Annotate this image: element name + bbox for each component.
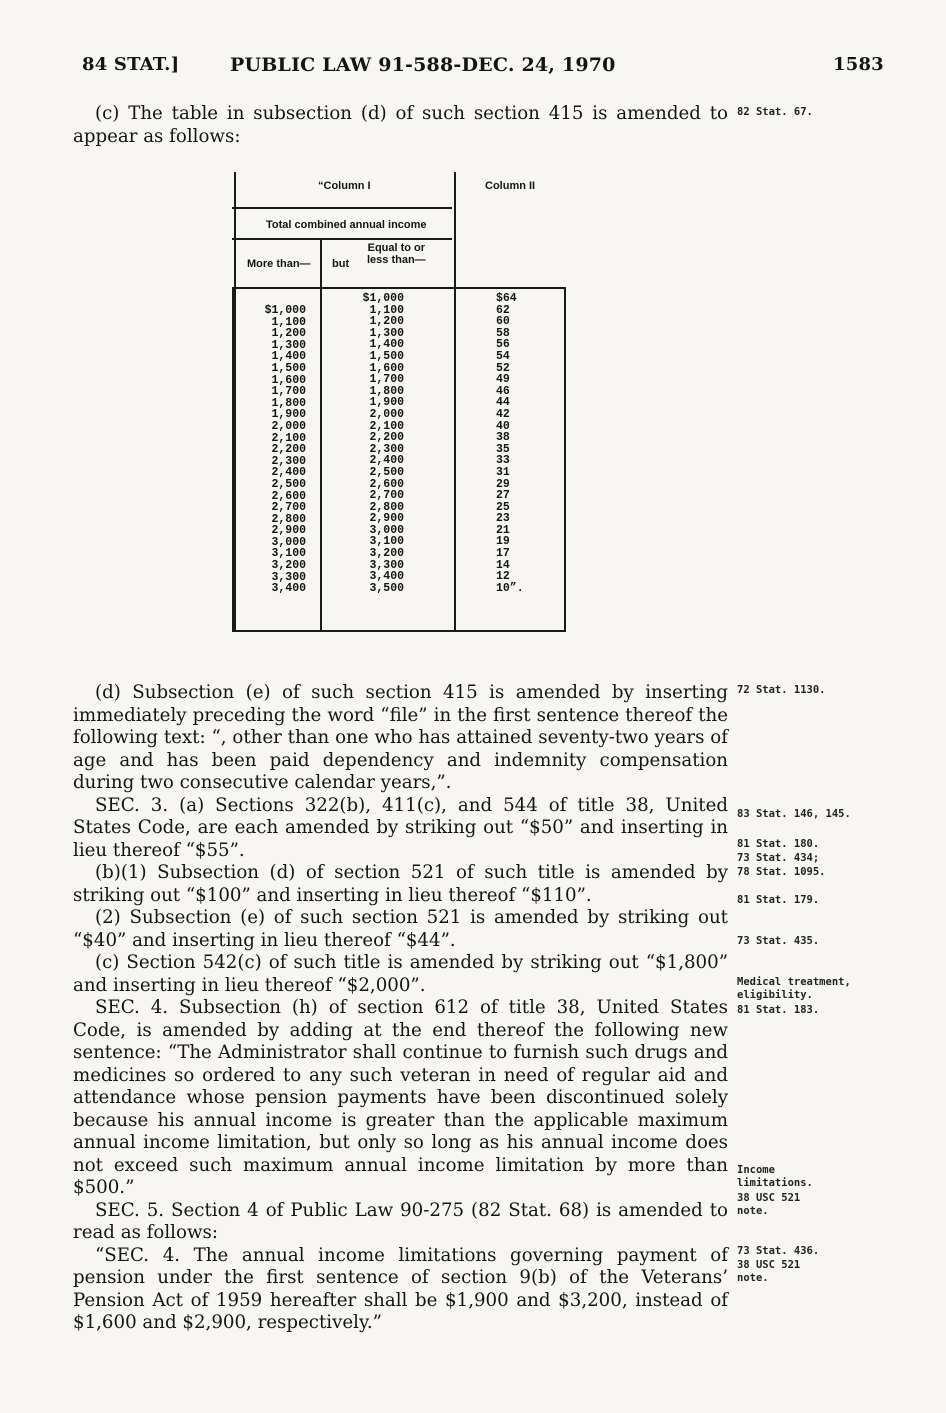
table-cell-column-2: 25	[496, 500, 510, 514]
table-cell-less-than: 1,900	[369, 396, 404, 410]
table-cell-less-than: 2,500	[369, 465, 404, 479]
table-cell-column-2: 27	[496, 489, 510, 503]
margin-note: 38 USC 521 note.	[737, 1192, 801, 1217]
income-table	[232, 172, 566, 632]
paragraph-sec5-quote: “SEC. 4. The annual income limitations governing payment of pension under the first sentence of section 9(b) of the Veterans’ Pension Act of 1959 hereafter shall be $1,900 and $3,200, instead of $1,600 and $2,900, respectively.”	[73, 1244, 728, 1333]
table-cell-column-2: 54	[496, 349, 510, 363]
equal-label-line-2: less than—	[367, 254, 426, 266]
table-cell-more-than: 2,800	[271, 512, 306, 526]
table-cell-more-than: 2,200	[271, 443, 306, 457]
less-than-column	[330, 293, 404, 594]
running-head-left: 84 STAT.]	[82, 54, 180, 75]
paragraph-sec5: SEC. 5. Section 4 of Public Law 90-275 (82 Stat. 68) is amended to read as follows:	[73, 1199, 728, 1243]
table-cell-more-than: 2,600	[271, 489, 306, 503]
table-cell-more-than: 1,400	[271, 350, 306, 364]
table-cell-column-2: 17	[496, 547, 510, 561]
table-cell-less-than: 1,700	[369, 373, 404, 387]
table-cell-column-2: 21	[496, 523, 510, 537]
table-cell-less-than: 2,200	[369, 431, 404, 445]
paragraph-sec4: SEC. 4. Subsection (h) of section 612 of title 38, United States Code, is amended by adding at the end thereof the following new sentence: “The Administrator shall continue to furnish such drugs and medicines so ordered to any such veteran in need of regular aid and attendance whose pension payments have been discontinued solely because his annual income is greater than the applicable maximum annual income limitation, but only so long as his annual income does not exceed such maximum annual income limitation by more than $500.”	[73, 997, 728, 1198]
header-rule	[232, 207, 452, 209]
table-cell-more-than: 1,300	[271, 338, 306, 352]
table-rule	[454, 172, 456, 630]
table-cell-less-than: 2,800	[369, 500, 404, 514]
table-cell-less-than: 2,600	[369, 477, 404, 491]
margin-note: 73 Stat. 435.	[737, 935, 820, 947]
table-cell-more-than: 1,200	[271, 327, 306, 341]
table-cell-more-than: 2,300	[271, 454, 306, 468]
table-cell-more-than: 2,700	[271, 501, 306, 515]
table-cell-column-2: 46	[496, 384, 510, 398]
table-cell-column-2: 33	[496, 454, 510, 468]
margin-note: 81 Stat. 183.	[737, 1004, 820, 1016]
table-cell-more-than: 2,000	[271, 419, 306, 433]
table-cell-column-2: 52	[496, 361, 510, 375]
running-head-title: PUBLIC LAW 91-588-DEC. 24, 1970	[230, 54, 616, 76]
table-cell-less-than: 1,800	[369, 384, 404, 398]
table-cell-more-than: 3,300	[271, 570, 306, 584]
equal-label	[367, 242, 426, 266]
table-cell-less-than: 2,900	[369, 512, 404, 526]
table-cell-less-than: 1,100	[369, 303, 404, 317]
table-cell-more-than: 3,000	[271, 535, 306, 549]
table-cell-column-2: 62	[496, 303, 510, 317]
table-cell-less-than: 3,500	[369, 581, 404, 595]
paragraph-sec3b2: (2) Subsection (e) of such section 521 is amended by striking out “$40” and inserting in lieu thereof “$44”.	[73, 907, 728, 951]
table-cell-column-2: 58	[496, 326, 510, 340]
total-income-subheader: Total combined annual income	[266, 219, 427, 231]
table-cell-column-2: 38	[496, 431, 510, 445]
margin-note: 81 Stat. 179.	[737, 894, 820, 906]
paragraph-sec3a: SEC. 3. (a) Sections 322(b), 411(c), and 544 of title 38, United States Code, are each amended by striking out “$50” and inserting in lieu thereof “$55”.	[73, 794, 728, 861]
but-label: but	[332, 258, 350, 270]
margin-note: Income limitations.	[737, 1164, 813, 1189]
table-cell-column-2: 19	[496, 535, 510, 549]
table-cell-more-than: 3,200	[271, 559, 306, 573]
margin-note: 73 Stat. 434;	[737, 852, 820, 864]
paragraph-text: (c) The table in subsection (d) of such section 415 is amended to appear as follows:	[73, 103, 728, 147]
header-rule	[232, 238, 452, 240]
paragraph-sec3b1: (b)(1) Subsection (d) of section 521 of such title is amended by striking out “$100” and inserting in lieu thereof “$110”.	[73, 862, 728, 906]
table-cell-column-2: 49	[496, 373, 510, 387]
paragraph-sec3c: (c) Section 542(c) of such title is amended by striking out “$1,800” and inserting in lieu thereof “$2,000”.	[73, 952, 728, 996]
table-cell-more-than: 2,900	[271, 524, 306, 538]
more-than-label: More than—	[247, 258, 311, 270]
table-cell-column-2: 12	[496, 570, 510, 584]
table-cell-more-than: 2,500	[271, 477, 306, 491]
paragraph-c-intro	[73, 103, 728, 148]
table-cell-column-2: 56	[496, 338, 510, 352]
body-paragraphs	[73, 682, 728, 1335]
table-cell-column-2: 60	[496, 315, 510, 329]
margin-note: 78 Stat. 1095.	[737, 866, 826, 878]
table-cell-less-than: 3,200	[369, 547, 404, 561]
table-cell-column-2: 29	[496, 477, 510, 491]
table-cell-more-than: 3,400	[271, 582, 306, 596]
table-cell-more-than: 1,800	[271, 396, 306, 410]
more-than-column	[234, 305, 306, 595]
table-body	[232, 287, 566, 632]
table-cell-less-than: 2,400	[369, 454, 404, 468]
table-cell-column-2: 44	[496, 396, 510, 410]
margin-note: 72 Stat. 1130.	[737, 684, 826, 696]
equal-label-line-1: Equal to or	[367, 242, 426, 254]
table-cell-more-than: 1,500	[271, 361, 306, 375]
table-cell-column-2: 35	[496, 442, 510, 456]
table-cell-more-than: 1,100	[271, 315, 306, 329]
margin-note: 83 Stat. 146, 145.	[737, 808, 851, 820]
page-number: 1583	[833, 54, 884, 75]
table-cell-more-than: $1,000	[264, 304, 306, 317]
margin-note: Medical treatment, eligibility.	[737, 976, 851, 1001]
table-cell-less-than: 1,600	[369, 361, 404, 375]
table-cell-less-than: $1,000	[362, 292, 404, 305]
table-cell-less-than: 2,000	[369, 407, 404, 421]
column-2-header: Column II	[485, 180, 536, 192]
paragraph-d: (d) Subsection (e) of such section 415 is amended by inserting immediately preceding the word “file” in the first sentence thereof the following text: “, other than one who has attained seventy-two years of age and has been paid dependency and indemnity compensation during two consecutive calendar years,”.	[73, 682, 728, 793]
table-rule	[234, 287, 564, 289]
table-cell-more-than: 2,400	[271, 466, 306, 480]
table-cell-column-2: 23	[496, 512, 510, 526]
table-cell-less-than: 1,500	[369, 349, 404, 363]
table-cell-less-than: 3,000	[369, 523, 404, 537]
margin-note: 38 USC 521 note.	[737, 1259, 801, 1284]
table-cell-less-than: 2,100	[369, 419, 404, 433]
margin-note: 73 Stat. 436.	[737, 1245, 820, 1257]
table-header	[232, 172, 566, 287]
table-cell-less-than: 1,300	[369, 326, 404, 340]
table-cell-less-than: 2,700	[369, 489, 404, 503]
table-cell-less-than: 1,400	[369, 338, 404, 352]
table-cell-more-than: 3,100	[271, 547, 306, 561]
margin-note: 81 Stat. 180.	[737, 838, 820, 850]
table-cell-less-than: 1,200	[369, 315, 404, 329]
column-1-header: “Column I	[318, 180, 371, 192]
table-cell-column-2: 31	[496, 465, 510, 479]
margin-note: 82 Stat. 67.	[737, 106, 813, 118]
table-cell-column-2: 40	[496, 419, 510, 433]
table-cell-less-than: 2,300	[369, 442, 404, 456]
table-cell-more-than: 1,900	[271, 408, 306, 422]
table-cell-column-2: 10”.	[496, 581, 524, 595]
table-cell-less-than: 3,400	[369, 570, 404, 584]
table-cell-more-than: 1,700	[271, 385, 306, 399]
table-cell-column-2: $64	[496, 292, 517, 305]
table-cell-more-than: 2,100	[271, 431, 306, 445]
table-cell-column-2: 14	[496, 558, 510, 572]
table-cell-less-than: 3,100	[369, 535, 404, 549]
table-cell-column-2: 42	[496, 407, 510, 421]
table-cell-more-than: 1,600	[271, 373, 306, 387]
table-cell-less-than: 3,300	[369, 558, 404, 572]
table-rule	[320, 238, 322, 630]
column-2-values	[496, 293, 526, 594]
